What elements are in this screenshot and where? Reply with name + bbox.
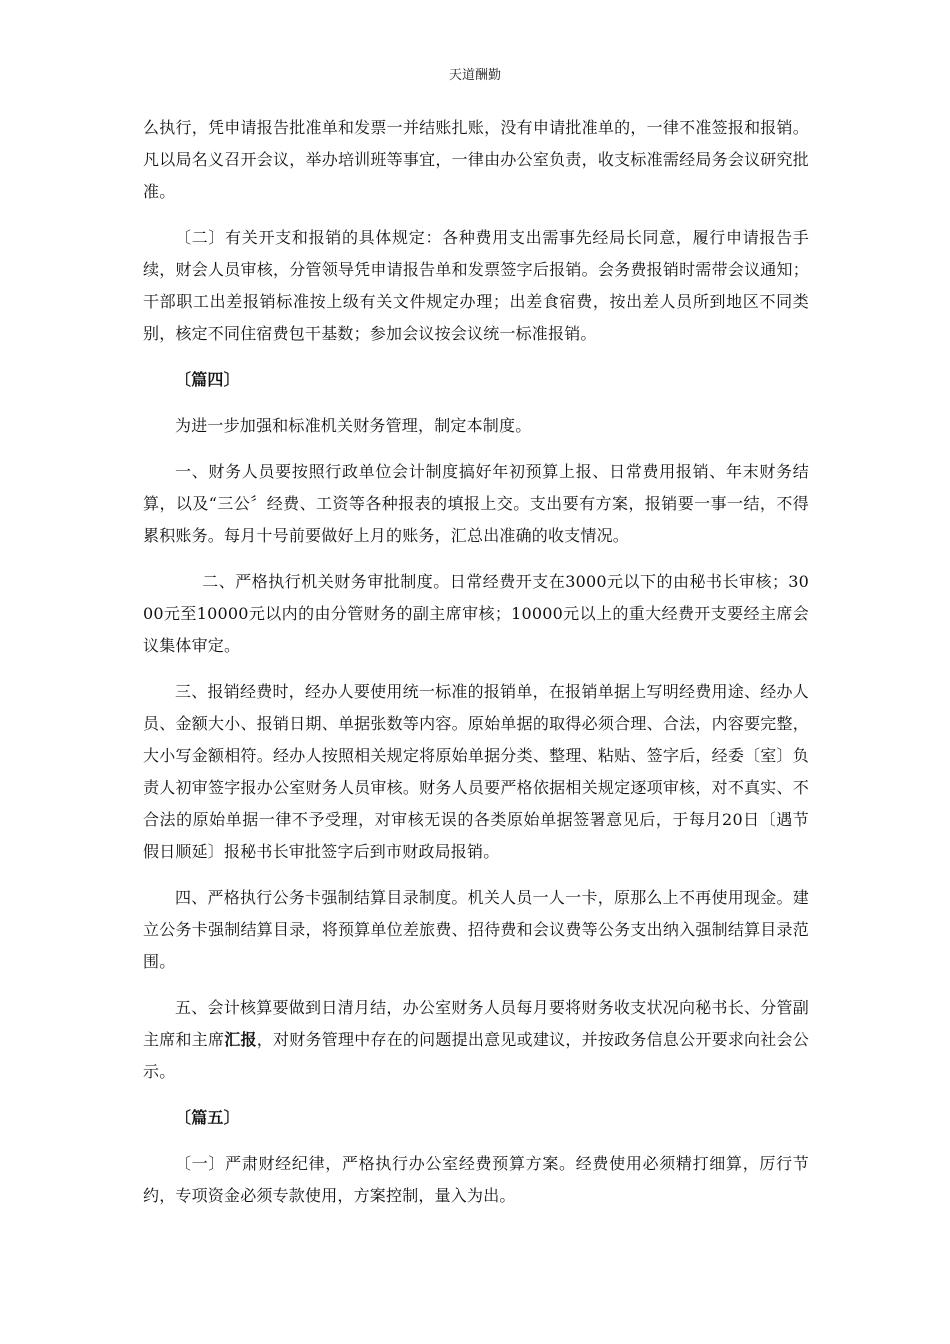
section-heading-part-five: 〔篇五〕 — [175, 1108, 240, 1127]
paragraph-item-five — [143, 992, 809, 1088]
document-body — [143, 112, 809, 1226]
paragraph-item-five-emphasis: 汇报 — [224, 1030, 257, 1049]
paragraph-item-four: 四、严格执行公务卡强制结算目录制度。机关人员一人一卡，原那么上不再使用现金。建立公务卡强制结算目录，将预算单位差旅费、招待费和会议费等公务支出纳入强制结算目录范围。 — [143, 888, 809, 971]
paragraph-item-two: 二、严格执行机关财务审批制度。日常经费开支在3000元以下的由秘书长审核；3000元至10000元以内的由分管财务的副主席审核；10000元以上的重大经费开支要经主席会议集体审定。 — [143, 572, 809, 655]
paragraph-reimbursement-rules: 〔二〕有关开支和报销的具体规定：各种费用支出需事先经局长同意，履行申请报告手续，财会人员审核，分管领导凭申请报告单和发票签字后报销。会务费报销时需带会议通知；干部职工出差报销标准按上级有关文件规定办理；出差食宿费，按出差人员所到地区不同类别，核定不同住宿费包干基数；参加会议按会议统一标准报销。 — [143, 228, 809, 343]
paragraph-item-five-before: 五、会计核算要做到日清月结，办公室财务人员每月要将财务收支状况向秘书长、分管副主席和主席 — [143, 998, 809, 1049]
page-header: 天道酬勤 — [448, 68, 501, 83]
paragraph-item-five-after: ，对财务管理中存在的问题提出意见或建议，并按政务信息公开要求向社会公示。 — [143, 1030, 809, 1081]
paragraph-continuation: 么执行，凭申请报告批准单和发票一并结账扎账，没有申请批准单的，一律不准签报和报销。凡以局名义召开会议，举办培训班等事宜，一律由办公室负责，收支标准需经局务会议研究批准。 — [143, 118, 809, 201]
paragraph-intro: 为进一步加强和标准机关财务管理，制定本制度。 — [175, 416, 532, 435]
section-heading-part-four: 〔篇四〕 — [175, 370, 240, 389]
paragraph-item-one: 一、财务人员要按照行政单位会计制度搞好年初预算上报、日常费用报销、年末财务结算，以及“三公〞经费、工资等各种报表的填报上交。支出要有方案，报销要一事一结，不得累积账务。每月十号前要做好上月的账务，汇总出准确的收支情况。 — [143, 462, 809, 545]
paragraph-item-three: 三、报销经费时，经办人要使用统一标准的报销单，在报销单据上写明经费用途、经办人员、金额大小、报销日期、单据张数等内容。原始单据的取得必须合理、合法，内容要完整，大小写金额相符。经办人按照相关规定将原始单据分类、整理、粘贴、签字后，经委〔室〕负责人初审签字报办公室财务人员审核。财务人员要严格依据相关规定逐项审核，对不真实、不合法的原始单据一律不予受理，对审核无误的各类原始单据签署意见后，于每月20日〔遇节假日顺延〕报秘书长审批签字后到市财政局报销。 — [143, 682, 809, 861]
paragraph-budget-discipline: 〔一〕严肃财经纪律，严格执行办公室经费预算方案。经费使用必须精打细算，厉行节约，专项资金必须专款使用，方案控制，量入为出。 — [143, 1154, 809, 1205]
